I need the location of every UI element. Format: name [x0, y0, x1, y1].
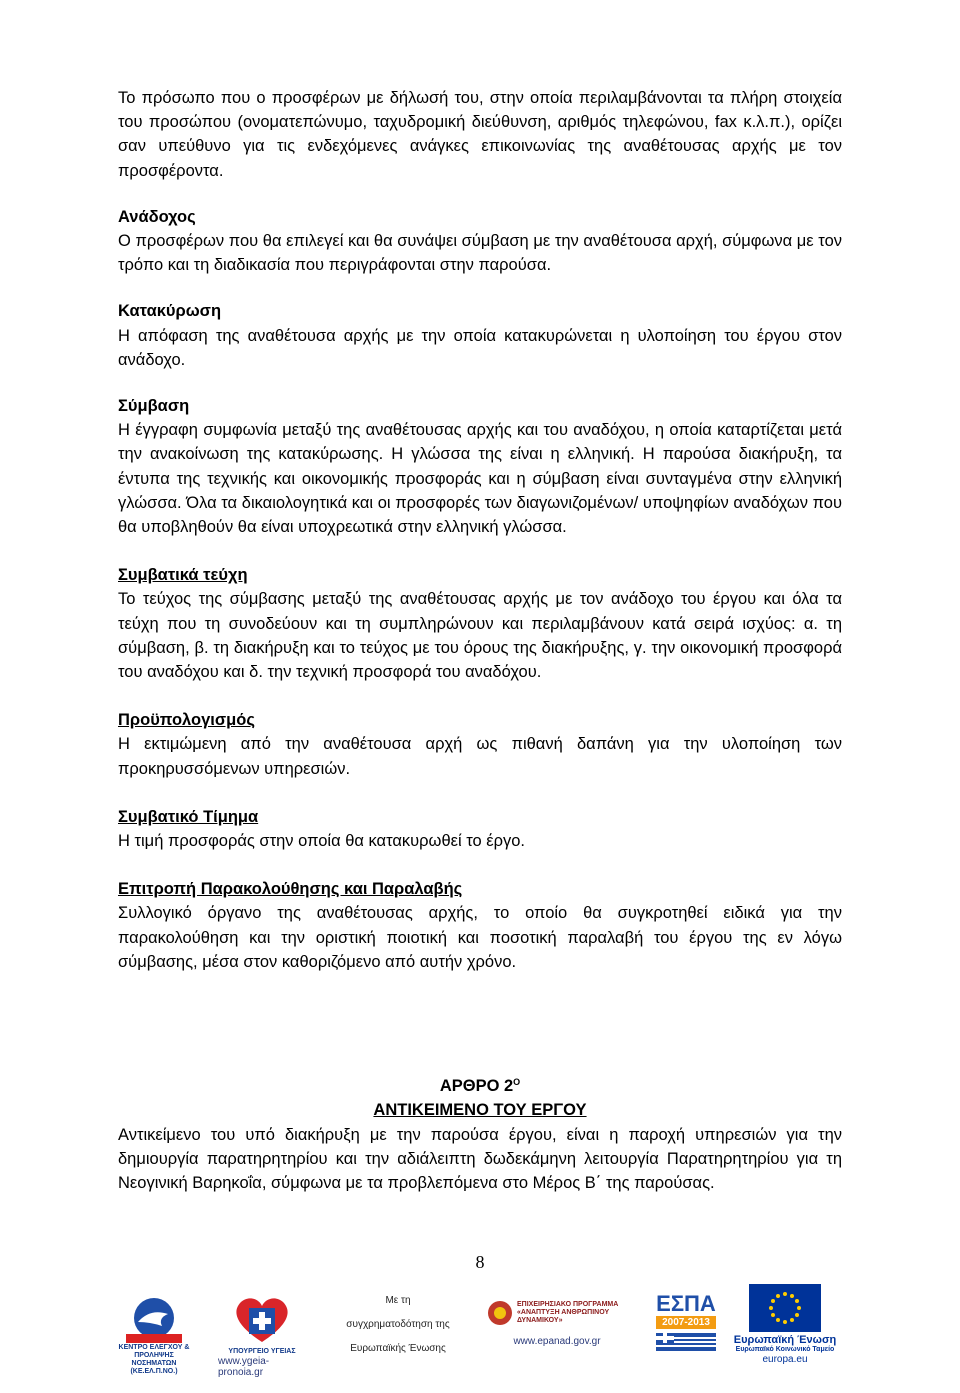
article-heading-sup: Ο — [513, 1077, 521, 1088]
section-anadoxos — [118, 205, 842, 278]
section-title: Κατακύρωση — [118, 302, 222, 321]
espa-years: 2007-2013 — [656, 1316, 716, 1329]
article-text: Αντικείμενο του υπό διακήρυξη με την παρούσα έργου, είναι η παροχή υπηρεσιών για την δημιουργία παρατηρητηρίου και την αδιάλειπτη δωδεκάμηνη λειτουργία Παρατηρητηρίου για τη Νεογινική Βαρηκοΐα, σύμφωνα με τα προβλεπόμενα στο Μέρος Β΄ της παρούσας. — [118, 1125, 842, 1192]
section-title: Συμβατικά τεύχη — [118, 566, 248, 585]
section-proypologismos — [118, 708, 842, 781]
section-title: Προϋπολογισμός — [118, 711, 255, 730]
eu-label: Ευρωπαϊκή Ένωση — [733, 1334, 837, 1346]
article-heading-text: ΑΡΘΡΟ 2 — [439, 1077, 514, 1096]
program-logo — [482, 1300, 632, 1347]
heart-cross-icon — [227, 1290, 297, 1348]
espa-logo — [648, 1292, 724, 1351]
cofund-line-3: Ευρωπαϊκής Ένωσης — [350, 1343, 446, 1354]
intro-paragraph: Το πρόσωπο που ο προσφέρων με δήλωσή του, στην οποία περιλαμβάνονται τα πλήρη στοιχεία του προσώπου (ονοματεπώνυμο, ταχυδρομική διεύθυνση, αριθμός τηλεφώνου, fax κ.λ.π.), ορίζει σαν υπεύθυνο για τις ενδεχόμενες ανάγκες επικοινωνίας της αναθέτουσας αρχής με τον προσφέροντα. — [118, 89, 842, 180]
cofund-line-2: συγχρηματοδότηση της — [346, 1319, 450, 1330]
section-symvatiko-timima — [118, 805, 842, 853]
section-katakyrosi — [118, 299, 842, 372]
footer-logos — [0, 1276, 960, 1393]
keelpno-text: ΚΕΝΤΡΟ ΕΛΕΓΧΟΥ & ΠΡΟΛΗΨΗΣ ΝΟΣΗΜΑΤΩΝ (ΚΕ.ΕΛ.Π.ΝΟ.) — [118, 1344, 190, 1375]
greek-flag-icon — [656, 1333, 716, 1351]
page-number: 8 — [475, 1252, 485, 1272]
cofunding-text — [340, 1294, 456, 1356]
section-title: Σύμβαση — [118, 397, 190, 416]
eu-flag-icon — [749, 1284, 821, 1332]
section-title: Συμβατικό Τίμημα — [118, 807, 259, 826]
espa-label: ΕΣΠΑ — [656, 1291, 716, 1316]
keelpno-logo — [112, 1296, 196, 1376]
eu-site: europa.eu — [762, 1354, 808, 1365]
section-symvatika-teyxi — [118, 563, 842, 684]
program-mark — [487, 1300, 627, 1326]
section-text: Ο προσφέρων που θα επιλεγεί και θα συνάψει σύμβαση με την αναθέτουσα αρχή, σύμφωνα με τον τρόπο και τη διαδικασία που περιγράφονται στην παρούσα. — [118, 232, 842, 275]
ministry-site: www.ygeia-pronoia.gr — [218, 1356, 270, 1378]
section-title: Ανάδοχος — [118, 207, 196, 226]
dove-icon — [122, 1296, 186, 1344]
article-subheading: ΑΝΤΙΚΕΙΜΕΝΟ ΤΟΥ ΕΡΓΟΥ — [373, 1101, 587, 1120]
section-epitropi — [118, 877, 842, 974]
section-text: Το τεύχος της σύμβασης μεταξύ της αναθέτουσας αρχής με τον ανάδοχο του έργου και όλα τα τεύχη που τη συνοδεύουν και τη συμπληρώνουν και περιλαμβάνουν κατά σειρά ισχύος: α. τη σύμβαση, β. τη διακήρυξη και το τεύχος με του όρους της διακήρυξης, γ. την οικονομική προσφορά του αναδόχου και δ. την τεχνική προσφορά του αναδόχου. — [118, 590, 842, 682]
cofund-line-1: Με τη — [385, 1295, 411, 1306]
document-body — [118, 86, 842, 1195]
program-icon — [487, 1300, 513, 1326]
section-symvasi — [118, 394, 842, 539]
section-text: Η εκτιμώμενη από την αναθέτουσα αρχή ως πιθανή δαπάνη για την υλοποίηση των προκηρυσσόμενων υπηρεσιών. — [118, 735, 842, 778]
section-title: Επιτροπή Παρακολούθησης και Παραλαβής — [118, 880, 463, 899]
eu-logo — [730, 1284, 840, 1365]
ministry-label: ΥΠΟΥΡΓΕΙΟ ΥΓΕΙΑΣ — [228, 1348, 296, 1355]
section-text: Συλλογικό όργανο της αναθέτουσας αρχής, το οποίο θα συγκροτηθεί ειδικά για την παρακολούθηση και την οριστική ποιοτική και ποσοτική παραλαβή του έργου της εν λόγω σύμβασης, μέσα στον καθοριζόμενο από αυτήν χρόνο. — [118, 904, 842, 971]
section-text: Η τιμή προσφοράς στην οποία θα κατακυρωθεί το έργο. — [118, 832, 526, 851]
eu-sub: Ευρωπαϊκό Κοινωνικό Ταμείο — [735, 1346, 835, 1353]
article-heading — [118, 1070, 842, 1098]
program-label: ΕΠΙΧΕΙΡΗΣΙΑΚΟ ΠΡΟΓΡΑΜΜΑ «ΑΝΑΠΤΥΞΗ ΑΝΘΡΩΠΙΝΟΥ ΔΥΝΑΜΙΚΟΥ» — [517, 1301, 619, 1324]
ministry-logo — [218, 1290, 306, 1378]
section-text: Η έγγραφη συμφωνία μεταξύ της αναθέτουσας αρχής και του αναδόχου, η οποία καταρτίζεται μετά την ανακοίνωση της κατακύρωσης. Η γλώσσα της είναι η ελληνική. Η παρούσα διακήρυξη, τα έντυπα της τεχνικής και οικονομικής προσφοράς και η σύμβαση είναι συνταγμένα στην ελληνική γλώσσα. Όλα τα δικαιολογητικά και οι προσφορές των διαγωνιζομένων/ υποψηφίων αναδόχων που θα υποβληθούν θα είναι υποχρεωτικά στην ελληνική γλώσσα. — [118, 421, 842, 537]
article-2 — [118, 1070, 842, 1195]
program-site: www.epanad.gov.gr — [513, 1336, 601, 1347]
section-text: Η απόφαση της αναθέτουσα αρχής με την οποία κατακυρώνεται η υλοποίηση του έργου στον ανάδοχο. — [118, 326, 842, 369]
